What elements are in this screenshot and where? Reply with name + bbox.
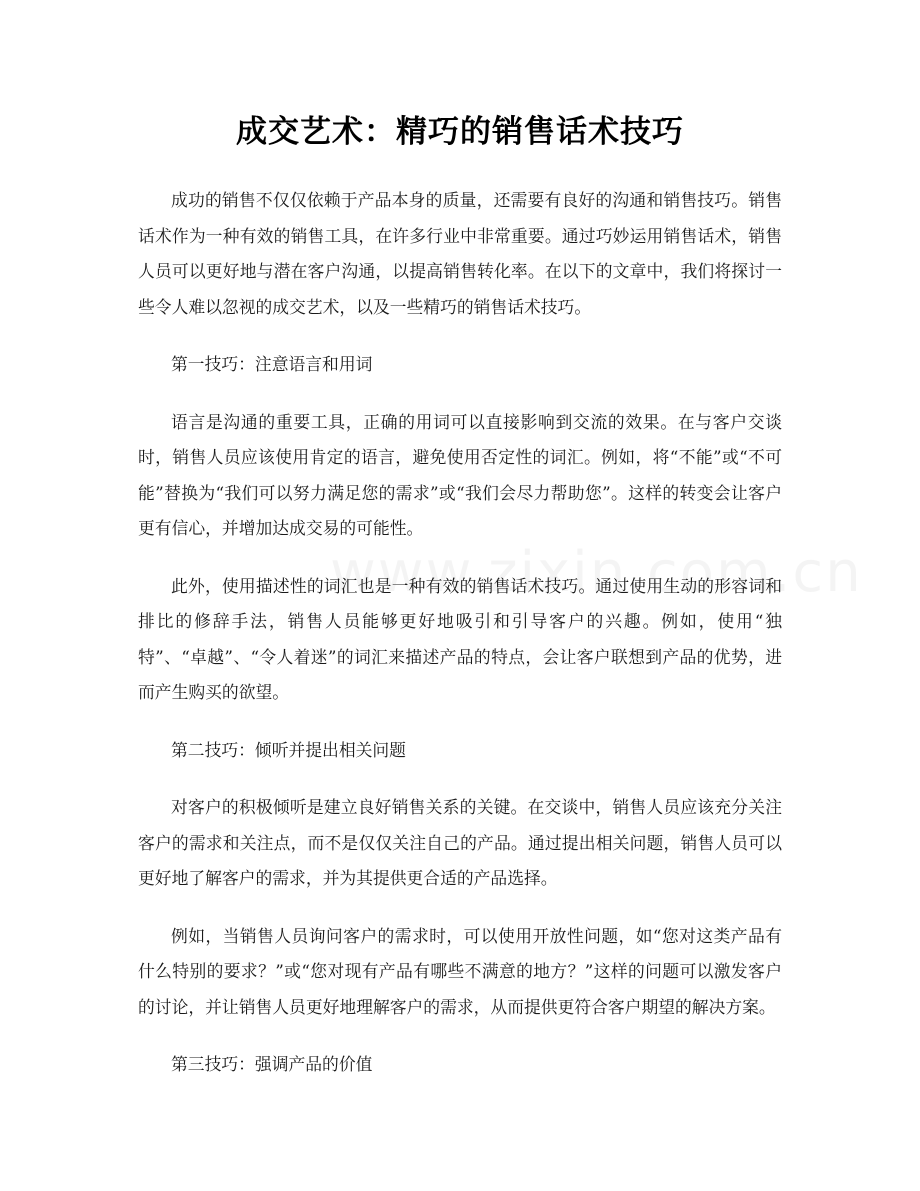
section-heading-1: 第一技巧：注意语言和用词 [171,354,373,374]
paragraph-listening: 对客户的积极倾听是建立良好销售关系的关键。在交谈中，销售人员应该充分关注客户的需求和关注点，而不是仅仅关注自己的产品。通过提出相关问题，销售人员可以更好地了解客户的需求，并为其提供更合适的产品选择。 [138,797,782,888]
document-title: 成交艺术：精巧的销售话术技巧 [236,114,684,150]
paragraph-intro: 成功的销售不仅仅依赖于产品本身的质量，还需要有良好的沟通和销售技巧。销售话术作为一种有效的销售工具，在许多行业中非常重要。通过巧妙运用销售话术，销售人员可以更好地与潜在客户沟通，以提高销售转化率。在以下的文章中，我们将探讨一些令人难以忽视的成交艺术，以及一些精巧的销售话术技巧。 [138,190,782,317]
paragraph-descriptive-words: 此外，使用描述性的词汇也是一种有效的销售话术技巧。通过使用生动的形容词和排比的修辞手法，销售人员能够更好地吸引和引导客户的兴趣。例如，使用“独特”、“卓越”、“令人着迷”的词汇来描述产品的特点，会让客户联想到产品的优势，进而产生购买的欲望。 [138,575,782,702]
paragraph-language: 语言是沟通的重要工具，正确的用词可以直接影响到交流的效果。在与客户交谈时，销售人员应该使用肯定的语言，避免使用否定性的词汇。例如，将“不能”或“不可能”替换为“我们可以努力满足您的需求”或“我们会尽力帮助您”。这样的转变会让客户更有信心，并增加达成交易的可能性。 [138,411,782,538]
section-heading-2: 第二技巧：倾听并提出相关问题 [171,739,406,760]
section-heading-3: 第三技巧：强调产品的价值 [171,1054,373,1074]
paragraph-questions: 例如，当销售人员询问客户的需求时，可以使用开放性问题，如“您对这类产品有什么特别的要求？”或“您对现有产品有哪些不满意的地方？”这样的问题可以激发客户的讨论，并让销售人员更好地理解客户的需求，从而提供更符合客户期望的解决方案。 [138,925,782,1017]
document-body [138,183,782,1105]
